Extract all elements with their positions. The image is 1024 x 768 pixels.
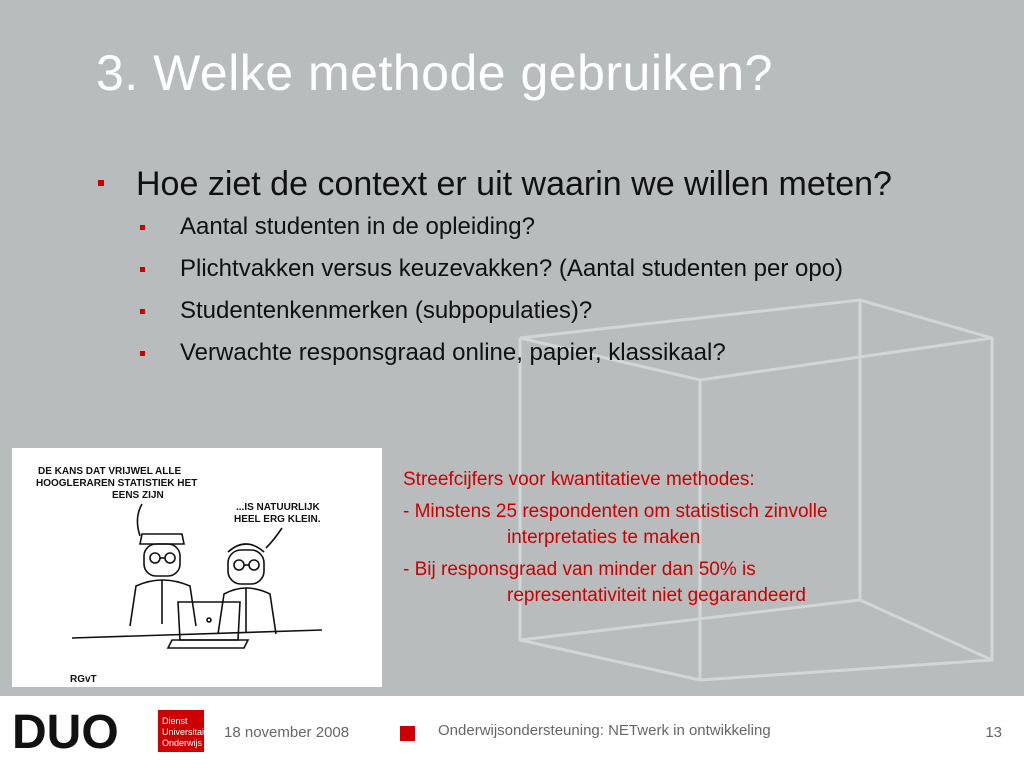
note-heading: Streefcijfers voor kwantitatieve methodes:	[403, 469, 755, 490]
slide-title: 3. Welke methode gebruiken?	[96, 45, 773, 101]
sub-bullet-text: Studentenkenmerken (subpopulaties)?	[180, 297, 593, 324]
note-item-line: representativiteit niet gegarandeerd	[507, 585, 806, 606]
sub-bullet-text: Verwachte responsgraad online, papier, klassikaal?	[180, 339, 726, 366]
cartoon-caption-right-2: HEEL ERG KLEIN.	[234, 514, 321, 525]
bullet-marker	[140, 267, 145, 272]
sub-bullet	[136, 213, 976, 241]
cartoon-signature: RGvT	[70, 674, 97, 685]
logo-sub-3: Onderwijs	[162, 738, 203, 748]
logo-text: DUO	[12, 706, 119, 756]
cartoon-caption-left-3: EENS ZIJN	[112, 490, 164, 501]
cartoon-caption-right-1: ...IS NATUURLIJK	[236, 502, 320, 513]
cartoon-image	[12, 448, 382, 687]
sub-bullet	[136, 255, 976, 283]
note-item-line: interpretaties te maken	[507, 527, 701, 548]
note-item	[403, 499, 943, 551]
footer-title: Onderwijsondersteuning: NETwerk in ontwikkeling	[438, 722, 771, 739]
page-number: 13	[985, 724, 1002, 741]
footer-date: 18 november 2008	[224, 724, 350, 741]
note-item	[403, 557, 943, 609]
bullet-marker	[140, 309, 145, 314]
footer-red-square	[400, 726, 415, 741]
sub-bullet	[136, 339, 976, 367]
bullet-marker	[140, 225, 145, 230]
bullet-marker	[140, 351, 145, 356]
duo-logo	[12, 706, 208, 756]
cartoon-drawing	[12, 448, 382, 687]
cartoon-caption-left-2: HOOGLERAREN STATISTIEK HET	[36, 478, 198, 489]
sub-bullet	[136, 297, 976, 325]
bullet-main-text: Hoe ziet de context er uit waarin we willen meten?	[136, 165, 892, 203]
note-item-line: - Bij responsgraad van minder dan 50% is	[403, 559, 756, 580]
note-item-line: - Minstens 25 respondenten om statistisch zinvolle	[403, 501, 828, 522]
target-figures-note	[403, 467, 943, 615]
sub-bullet-text: Aantal studenten in de opleiding?	[180, 213, 535, 240]
cartoon-caption-left-1: DE KANS DAT VRIJWEL ALLE	[38, 466, 182, 477]
sub-bullet-list	[136, 213, 976, 367]
bullet-list	[96, 163, 976, 381]
footer	[0, 696, 1024, 768]
logo-sub-2: Universitair	[162, 727, 208, 737]
bullet-marker	[98, 180, 104, 186]
sub-bullet-text: Plichtvakken versus keuzevakken? (Aantal studenten per opo)	[180, 255, 844, 282]
bullet-main	[96, 163, 976, 367]
logo-sub-1: Dienst	[162, 716, 188, 726]
